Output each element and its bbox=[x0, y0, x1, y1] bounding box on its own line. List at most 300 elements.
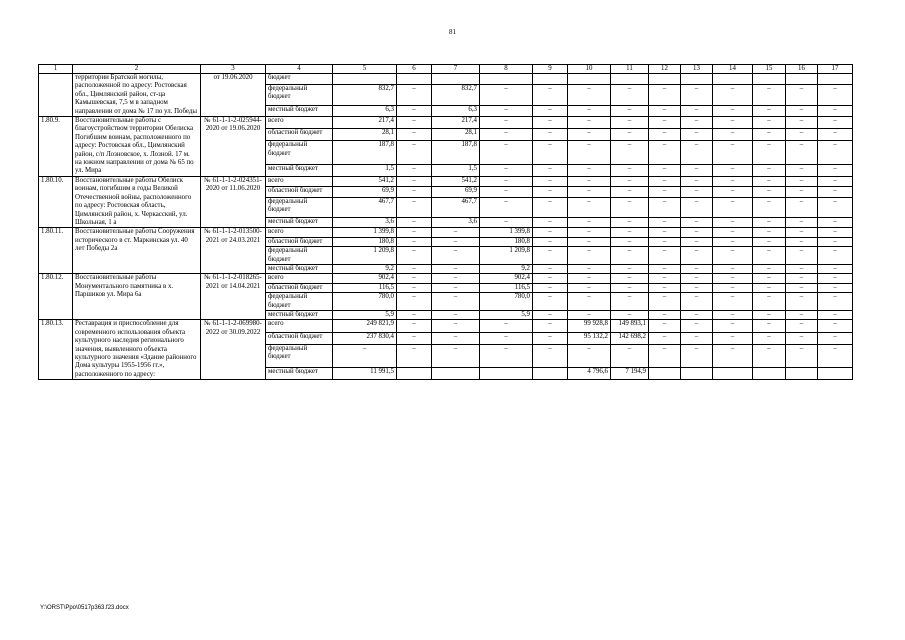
item-number: 1.80.13. bbox=[39, 320, 73, 380]
amount-cell: – bbox=[611, 197, 649, 217]
table-row bbox=[39, 117, 853, 129]
amount-cell: – bbox=[480, 105, 533, 116]
amount-cell: – bbox=[480, 187, 533, 198]
column-number-header: 4 bbox=[266, 65, 333, 74]
amount-cell: 217,4 bbox=[333, 117, 397, 129]
amount-cell: – bbox=[753, 141, 786, 164]
amount-cell: – bbox=[713, 217, 753, 228]
amount-cell: – bbox=[649, 129, 681, 141]
funding-source: федеральный бюджет bbox=[266, 247, 333, 265]
amount-cell: – bbox=[753, 105, 786, 116]
amount-cell: – bbox=[753, 117, 786, 129]
amount-cell: – bbox=[818, 247, 853, 265]
amount-cell: – bbox=[818, 310, 853, 319]
amount-cell: – bbox=[713, 274, 753, 283]
expertise-document: № 61-1-1-2-024351-2020 от 11.06.2020 bbox=[201, 176, 266, 227]
amount-cell: 780,0 bbox=[480, 293, 533, 311]
amount-cell: – bbox=[818, 117, 853, 129]
amount-cell: – bbox=[533, 310, 568, 319]
amount-cell: – bbox=[786, 283, 818, 292]
amount-cell: – bbox=[753, 320, 786, 332]
column-number-header: 14 bbox=[713, 65, 753, 74]
column-number-header: 10 bbox=[568, 65, 611, 74]
amount-cell: 149 893,1 bbox=[611, 320, 649, 332]
amount-cell: – bbox=[649, 293, 681, 311]
amount-cell: – bbox=[786, 197, 818, 217]
amount-cell: – bbox=[397, 237, 432, 246]
amount-cell: 3,6 bbox=[333, 217, 397, 228]
amount-cell: 1,5 bbox=[432, 164, 480, 176]
amount-cell: – bbox=[786, 105, 818, 116]
amount-cell: – bbox=[568, 247, 611, 265]
amount-cell: 249 821,9 bbox=[333, 320, 397, 332]
column-number-header: 1 bbox=[39, 65, 73, 74]
amount-cell: 3,6 bbox=[432, 217, 480, 228]
amount-cell: – bbox=[611, 274, 649, 283]
amount-cell bbox=[397, 74, 432, 85]
amount-cell: – bbox=[753, 344, 786, 367]
amount-cell: – bbox=[786, 310, 818, 319]
amount-cell: – bbox=[713, 129, 753, 141]
amount-cell: – bbox=[681, 129, 713, 141]
amount-cell bbox=[786, 74, 818, 85]
amount-cell: – bbox=[568, 187, 611, 198]
amount-cell: – bbox=[818, 105, 853, 116]
object-name: Восстановительные работы Обелиск воинам, погибшим в годы Великой Отечественной войны, расположенного по адресу: Ростовская область, Цимлянский район, х. Черкасский, ул. Школьная, 1 а bbox=[73, 176, 201, 227]
amount-cell: – bbox=[480, 332, 533, 344]
amount-cell: – bbox=[786, 320, 818, 332]
amount-cell: 28,1 bbox=[333, 129, 397, 141]
column-number-header: 11 bbox=[611, 65, 649, 74]
amount-cell: – bbox=[568, 217, 611, 228]
amount-cell: – bbox=[681, 320, 713, 332]
funding-source: местный бюджет bbox=[266, 264, 333, 273]
amount-cell: – bbox=[753, 264, 786, 273]
amount-cell: – bbox=[818, 320, 853, 332]
funding-source: областной бюджет bbox=[266, 332, 333, 344]
amount-cell: – bbox=[480, 344, 533, 367]
amount-cell: – bbox=[753, 228, 786, 237]
amount-cell: – bbox=[818, 85, 853, 106]
amount-cell: – bbox=[713, 344, 753, 367]
amount-cell: – bbox=[397, 187, 432, 198]
amount-cell: – bbox=[786, 293, 818, 311]
amount-cell: – bbox=[480, 117, 533, 129]
amount-cell: – bbox=[713, 85, 753, 106]
amount-cell: – bbox=[533, 283, 568, 292]
amount-cell: – bbox=[649, 217, 681, 228]
item-number: 1.80.12. bbox=[39, 274, 73, 320]
amount-cell: – bbox=[649, 228, 681, 237]
amount-cell: 1 399,8 bbox=[333, 228, 397, 237]
amount-cell: – bbox=[480, 141, 533, 164]
amount-cell: – bbox=[533, 129, 568, 141]
amount-cell: – bbox=[397, 310, 432, 319]
amount-cell bbox=[818, 74, 853, 85]
object-name: Восстановительные работы с благоустройством территории Обелиска Погибшим воинам, расположенного по адресу: Ростовская обл., Цимлянский район, с/п Лозновское, х. Лозной. 17 м. на южном направлении от дома № 65 по ул. Мира bbox=[73, 117, 201, 177]
amount-cell: – bbox=[649, 85, 681, 106]
amount-cell bbox=[649, 367, 681, 379]
amount-cell: – bbox=[649, 332, 681, 344]
amount-cell: – bbox=[397, 247, 432, 265]
amount-cell: – bbox=[533, 247, 568, 265]
amount-cell: – bbox=[333, 344, 397, 367]
amount-cell: – bbox=[533, 105, 568, 116]
amount-cell: – bbox=[533, 320, 568, 332]
amount-cell: 180,8 bbox=[480, 237, 533, 246]
expertise-document: от 19.06.2020 bbox=[201, 74, 266, 117]
column-number-header: 8 bbox=[480, 65, 533, 74]
amount-cell bbox=[432, 367, 480, 379]
amount-cell: – bbox=[480, 217, 533, 228]
amount-cell: – bbox=[753, 129, 786, 141]
amount-cell: – bbox=[533, 176, 568, 187]
amount-cell: – bbox=[533, 274, 568, 283]
amount-cell: – bbox=[397, 283, 432, 292]
amount-cell: – bbox=[611, 117, 649, 129]
amount-cell: – bbox=[681, 344, 713, 367]
amount-cell: – bbox=[649, 237, 681, 246]
amount-cell: – bbox=[611, 264, 649, 273]
amount-cell: – bbox=[611, 217, 649, 228]
amount-cell: – bbox=[681, 85, 713, 106]
amount-cell: – bbox=[649, 310, 681, 319]
amount-cell: – bbox=[533, 293, 568, 311]
amount-cell: – bbox=[786, 237, 818, 246]
amount-cell: 780,0 bbox=[333, 293, 397, 311]
amount-cell bbox=[713, 74, 753, 85]
amount-cell bbox=[713, 367, 753, 379]
amount-cell: – bbox=[818, 293, 853, 311]
amount-cell: 5,9 bbox=[333, 310, 397, 319]
expertise-document: № 61-1-1-2-013500-2021 от 24.03.2021 bbox=[201, 228, 266, 274]
column-number-header: 16 bbox=[786, 65, 818, 74]
amount-cell: – bbox=[568, 197, 611, 217]
funding-source: федеральный бюджет bbox=[266, 344, 333, 367]
amount-cell: – bbox=[397, 320, 432, 332]
amount-cell: – bbox=[611, 164, 649, 176]
amount-cell: – bbox=[681, 197, 713, 217]
item-number bbox=[39, 74, 73, 117]
column-number-header: 6 bbox=[397, 65, 432, 74]
amount-cell: – bbox=[818, 228, 853, 237]
amount-cell: – bbox=[649, 264, 681, 273]
amount-cell: – bbox=[611, 129, 649, 141]
amount-cell: – bbox=[432, 274, 480, 283]
amount-cell: 69,9 bbox=[432, 187, 480, 198]
amount-cell: – bbox=[432, 228, 480, 237]
amount-cell: – bbox=[568, 176, 611, 187]
amount-cell: – bbox=[649, 283, 681, 292]
object-name: Восстановительные работы Сооружения исторического в ст. Маркинская ул. 40 лет Победы 2а bbox=[73, 228, 201, 274]
amount-cell: – bbox=[818, 129, 853, 141]
amount-cell: 6,3 bbox=[333, 105, 397, 116]
amount-cell: – bbox=[533, 164, 568, 176]
amount-cell: 7 194,9 bbox=[611, 367, 649, 379]
amount-cell bbox=[786, 367, 818, 379]
amount-cell: – bbox=[397, 85, 432, 106]
amount-cell: – bbox=[649, 344, 681, 367]
amount-cell: – bbox=[397, 344, 432, 367]
amount-cell: – bbox=[818, 217, 853, 228]
column-number-row bbox=[39, 65, 853, 74]
amount-cell: – bbox=[713, 264, 753, 273]
amount-cell: – bbox=[432, 283, 480, 292]
amount-cell: – bbox=[818, 197, 853, 217]
amount-cell: – bbox=[611, 283, 649, 292]
amount-cell bbox=[480, 367, 533, 379]
amount-cell: 217,4 bbox=[432, 117, 480, 129]
amount-cell: – bbox=[533, 197, 568, 217]
amount-cell: – bbox=[480, 176, 533, 187]
funding-source: всего bbox=[266, 274, 333, 283]
amount-cell: – bbox=[681, 228, 713, 237]
amount-cell: 237 830,4 bbox=[333, 332, 397, 344]
funding-source: федеральный бюджет bbox=[266, 293, 333, 311]
amount-cell: – bbox=[397, 228, 432, 237]
amount-cell: 116,5 bbox=[333, 283, 397, 292]
amount-cell: – bbox=[533, 187, 568, 198]
amount-cell: – bbox=[681, 141, 713, 164]
column-number-header: 13 bbox=[681, 65, 713, 74]
funding-source: всего bbox=[266, 176, 333, 187]
amount-cell bbox=[333, 74, 397, 85]
amount-cell bbox=[611, 74, 649, 85]
amount-cell: 541,2 bbox=[333, 176, 397, 187]
amount-cell: – bbox=[568, 293, 611, 311]
amount-cell: – bbox=[786, 187, 818, 198]
amount-cell: – bbox=[568, 283, 611, 292]
amount-cell: – bbox=[649, 187, 681, 198]
amount-cell: 902,4 bbox=[480, 274, 533, 283]
amount-cell: – bbox=[786, 344, 818, 367]
amount-cell: 11 991,5 bbox=[333, 367, 397, 379]
amount-cell: – bbox=[649, 247, 681, 265]
amount-cell bbox=[753, 367, 786, 379]
amount-cell: – bbox=[818, 164, 853, 176]
amount-cell bbox=[649, 74, 681, 85]
amount-cell: 6,3 bbox=[432, 105, 480, 116]
funding-source: всего bbox=[266, 117, 333, 129]
amount-cell: – bbox=[432, 344, 480, 367]
amount-cell: – bbox=[681, 293, 713, 311]
amount-cell: – bbox=[611, 85, 649, 106]
amount-cell: – bbox=[611, 293, 649, 311]
column-number-header: 3 bbox=[201, 65, 266, 74]
amount-cell: – bbox=[397, 197, 432, 217]
object-name: Реставрация и приспособление для современного использования объекта культурного наследия регионального значения, выявленного объекта культурного значения «Здание районного Дома культуры 1955-1956 гг.», расположенного по адресу: bbox=[73, 320, 201, 380]
amount-cell: – bbox=[480, 164, 533, 176]
amount-cell: – bbox=[753, 283, 786, 292]
funding-source: бюджет bbox=[266, 74, 333, 85]
amount-cell: – bbox=[432, 310, 480, 319]
amount-cell: – bbox=[611, 141, 649, 164]
amount-cell: 180,8 bbox=[333, 237, 397, 246]
amount-cell: – bbox=[786, 117, 818, 129]
amount-cell: – bbox=[786, 217, 818, 228]
amount-cell: – bbox=[786, 247, 818, 265]
page-number: 81 bbox=[449, 28, 456, 36]
amount-cell: 467,7 bbox=[432, 197, 480, 217]
amount-cell: – bbox=[753, 332, 786, 344]
amount-cell: – bbox=[681, 283, 713, 292]
amount-cell: – bbox=[533, 264, 568, 273]
item-number: 1.80.10. bbox=[39, 176, 73, 227]
amount-cell: – bbox=[753, 217, 786, 228]
amount-cell: – bbox=[397, 293, 432, 311]
amount-cell: – bbox=[568, 344, 611, 367]
amount-cell: – bbox=[649, 320, 681, 332]
table-row bbox=[39, 74, 853, 85]
amount-cell: – bbox=[713, 141, 753, 164]
amount-cell: 1,5 bbox=[333, 164, 397, 176]
table-row bbox=[39, 320, 853, 332]
amount-cell: – bbox=[786, 129, 818, 141]
amount-cell: 832,7 bbox=[432, 85, 480, 106]
amount-cell: 95 132,2 bbox=[568, 332, 611, 344]
amount-cell: – bbox=[397, 332, 432, 344]
column-number-header: 17 bbox=[818, 65, 853, 74]
amount-cell: – bbox=[568, 141, 611, 164]
amount-cell: – bbox=[818, 332, 853, 344]
amount-cell: – bbox=[713, 187, 753, 198]
amount-cell: – bbox=[753, 176, 786, 187]
column-number-header: 12 bbox=[649, 65, 681, 74]
amount-cell: 4 796,6 bbox=[568, 367, 611, 379]
amount-cell: – bbox=[753, 237, 786, 246]
amount-cell: – bbox=[713, 228, 753, 237]
amount-cell: – bbox=[818, 283, 853, 292]
amount-cell: – bbox=[713, 105, 753, 116]
amount-cell: – bbox=[786, 228, 818, 237]
budget-table bbox=[38, 64, 853, 380]
amount-cell: – bbox=[568, 164, 611, 176]
amount-cell: – bbox=[397, 141, 432, 164]
amount-cell: 541,2 bbox=[432, 176, 480, 187]
funding-source: федеральный бюджет bbox=[266, 141, 333, 164]
funding-source: федеральный бюджет bbox=[266, 197, 333, 217]
amount-cell: – bbox=[818, 264, 853, 273]
item-number: 1.80.11. bbox=[39, 228, 73, 274]
amount-cell: – bbox=[611, 237, 649, 246]
amount-cell: – bbox=[611, 187, 649, 198]
expertise-document: № 61-1-1-2-018265-2021 от 14.04.2021 bbox=[201, 274, 266, 320]
amount-cell: – bbox=[480, 129, 533, 141]
amount-cell: – bbox=[432, 332, 480, 344]
amount-cell: – bbox=[397, 117, 432, 129]
amount-cell: – bbox=[533, 141, 568, 164]
object-name: Восстановительные работы Монументального памятника в х. Паршиков ул. Мира 6а bbox=[73, 274, 201, 320]
expertise-document: № 61-1-1-2-025944-2020 от 19.06.2020 bbox=[201, 117, 266, 177]
amount-cell: 116,5 bbox=[480, 283, 533, 292]
amount-cell: – bbox=[533, 332, 568, 344]
amount-cell: 142 698,2 bbox=[611, 332, 649, 344]
amount-cell: – bbox=[753, 164, 786, 176]
amount-cell: – bbox=[649, 164, 681, 176]
amount-cell: 467,7 bbox=[333, 197, 397, 217]
amount-cell: – bbox=[611, 247, 649, 265]
amount-cell: – bbox=[397, 217, 432, 228]
amount-cell: – bbox=[753, 197, 786, 217]
amount-cell: – bbox=[611, 105, 649, 116]
amount-cell: 832,7 bbox=[333, 85, 397, 106]
amount-cell: – bbox=[397, 129, 432, 141]
amount-cell: – bbox=[397, 105, 432, 116]
amount-cell: – bbox=[818, 344, 853, 367]
amount-cell: – bbox=[611, 176, 649, 187]
amount-cell: 28,1 bbox=[432, 129, 480, 141]
amount-cell: – bbox=[432, 320, 480, 332]
amount-cell: 9,2 bbox=[333, 264, 397, 273]
amount-cell: – bbox=[753, 293, 786, 311]
funding-source: областной бюджет bbox=[266, 283, 333, 292]
funding-source: всего bbox=[266, 320, 333, 332]
amount-cell bbox=[681, 367, 713, 379]
amount-cell: – bbox=[681, 264, 713, 273]
amount-cell: – bbox=[713, 237, 753, 246]
amount-cell: – bbox=[753, 310, 786, 319]
amount-cell: – bbox=[649, 117, 681, 129]
amount-cell: 187,8 bbox=[432, 141, 480, 164]
column-number-header: 9 bbox=[533, 65, 568, 74]
amount-cell: – bbox=[786, 176, 818, 187]
amount-cell: – bbox=[649, 176, 681, 187]
column-number-header: 7 bbox=[432, 65, 480, 74]
amount-cell: – bbox=[818, 237, 853, 246]
amount-cell: – bbox=[681, 164, 713, 176]
amount-cell bbox=[568, 74, 611, 85]
amount-cell: 5,9 bbox=[480, 310, 533, 319]
expertise-document: № 61-1-1-2-069980-2022 от 30.09.2022 bbox=[201, 320, 266, 380]
funding-source: областной бюджет bbox=[266, 129, 333, 141]
funding-source: федеральный бюджет bbox=[266, 85, 333, 106]
funding-source: местный бюджет bbox=[266, 367, 333, 379]
amount-cell: – bbox=[397, 164, 432, 176]
amount-cell bbox=[397, 367, 432, 379]
amount-cell bbox=[533, 367, 568, 379]
amount-cell: – bbox=[568, 237, 611, 246]
funding-source: областной бюджет bbox=[266, 187, 333, 198]
amount-cell: – bbox=[681, 187, 713, 198]
amount-cell bbox=[480, 74, 533, 85]
amount-cell: – bbox=[681, 274, 713, 283]
amount-cell: 1 209,8 bbox=[480, 247, 533, 265]
table-row bbox=[39, 176, 853, 187]
amount-cell: – bbox=[568, 228, 611, 237]
amount-cell: – bbox=[818, 141, 853, 164]
table-row bbox=[39, 228, 853, 237]
amount-cell: – bbox=[611, 228, 649, 237]
amount-cell: 902,4 bbox=[333, 274, 397, 283]
amount-cell: – bbox=[533, 237, 568, 246]
amount-cell: – bbox=[786, 264, 818, 273]
amount-cell: – bbox=[432, 293, 480, 311]
amount-cell: – bbox=[713, 247, 753, 265]
amount-cell: – bbox=[397, 176, 432, 187]
amount-cell: – bbox=[480, 85, 533, 106]
column-number-header: 15 bbox=[753, 65, 786, 74]
amount-cell: – bbox=[681, 105, 713, 116]
amount-cell: – bbox=[397, 274, 432, 283]
amount-cell: – bbox=[681, 176, 713, 187]
funding-source: местный бюджет bbox=[266, 310, 333, 319]
amount-cell: – bbox=[681, 237, 713, 246]
amount-cell: – bbox=[568, 274, 611, 283]
amount-cell: – bbox=[753, 274, 786, 283]
amount-cell: – bbox=[681, 117, 713, 129]
amount-cell: – bbox=[480, 320, 533, 332]
amount-cell: – bbox=[568, 85, 611, 106]
